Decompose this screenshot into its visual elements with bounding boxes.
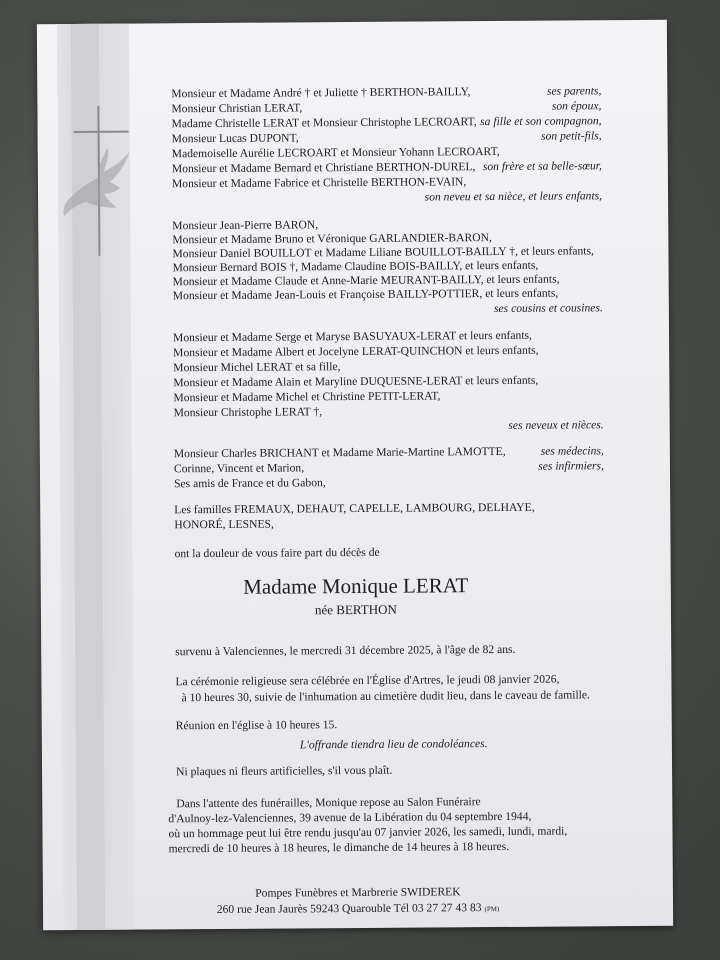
cross-icon-bar: [74, 131, 129, 133]
family-name: Corinne, Vincent et Marion,: [173, 461, 305, 476]
list-trailer: ses cousins et cousines.: [493, 301, 603, 316]
list-item: [174, 444, 604, 461]
deceased-name: Madame Monique LERAT: [243, 573, 469, 599]
list-item: Monsieur Bernard BOIS †, Madame Claudine BOIS-BAILLY, et leurs enfants,: [172, 258, 539, 275]
salon-line: d'Aulnoy-lez-Valenciennes, 39 avenue de la Libération du 04 septembre 1944,: [168, 809, 532, 826]
family-role: son époux,: [551, 99, 602, 113]
ceremony-line: La cérémonie religieuse sera célébrée en l'Église d'Artres, le jeudi 08 janvier 2026,: [175, 672, 560, 689]
list-trailer: ses neveux et nièces.: [508, 418, 604, 432]
list-item: Monsieur et Madame Michel et Christine PETIT-LERAT,: [173, 389, 441, 405]
list-item: Monsieur et Madame Albert et Jocelyne LERAT-QUINCHON et leurs enfants,: [173, 343, 539, 360]
list-item: Monsieur et Madame Serge et Maryse BASUYAUX-LERAT et leurs enfants,: [172, 328, 532, 345]
list-trailer: son neveu et sa nièce, et leurs enfants,: [424, 189, 603, 204]
family-name: Mademoiselle Aurélie LECROART et Monsieur Yohann LECROART,: [171, 144, 500, 161]
list-item: [174, 474, 604, 491]
footer-code: (PM): [484, 905, 500, 914]
maiden-name: née BERTHON: [314, 601, 397, 618]
family-name: Monsieur et Madame André † et Juliette † BERTHON-BAILLY,: [171, 85, 471, 101]
salon-line: mercredi de 10 heures à 18 heures, le dimanche de 14 heures à 18 heures.: [168, 839, 510, 856]
family-name: Monsieur Charles BRICHANT et Madame Marie-Martine LAMOTTE,: [173, 444, 506, 461]
footer-company: Pompes Funèbres et Marbrerie SWIDEREK: [255, 885, 461, 900]
list-item: Monsieur Daniel BOUILLOT et Madame Liliane BOUILLOT-BAILLY †, et leurs enfants,: [172, 244, 594, 261]
list-item: Monsieur et Madame Bruno et Véronique GARLANDIER-BARON,: [172, 231, 492, 247]
salon-line: où un hommage peut lui être rendu jusqu'au 07 janvier 2026, les samedi, lundi, mardi,: [168, 824, 568, 841]
family-name: Monsieur et Madame Bernard et Christiane BERTHON-DUREL,: [171, 160, 476, 176]
footer-address-line: [43, 900, 673, 919]
death-info: survenu à Valenciennes, le mercredi 31 décembre 2025, à l'âge de 82 ans.: [175, 642, 516, 659]
list-item: Monsieur Michel LERAT et sa fille,: [173, 360, 341, 375]
offering-note: L'offrande tiendra lieu de condoléances.: [299, 737, 488, 752]
family-role: son frère et sa belle-sœur,: [482, 159, 602, 174]
family-name: Ses amis de France et du Gabon,: [174, 476, 326, 491]
list-item: Monsieur Christophe LERAT †,: [173, 405, 323, 420]
dove-icon: [60, 142, 135, 233]
family-role: ses parents,: [546, 84, 602, 98]
reunion-info: Réunion en l'église à 10 heures 15.: [175, 718, 338, 733]
list-item: Monsieur et Madame Jean-Louis et Françoise BAILLY-POTTIER, et leurs enfants,: [172, 286, 559, 303]
family-name: Monsieur Lucas DUPONT,: [171, 131, 299, 146]
families-line: HONORÉ, LESNES,: [174, 517, 274, 532]
no-plaques-note: Ni plaques ni fleurs artificielles, s'il vous plaît.: [176, 763, 393, 779]
list-item: Monsieur Jean-Pierre BARON,: [172, 218, 319, 233]
list-item: [174, 459, 604, 476]
family-name: Madame Christelle LERAT et Monsieur Christophe LECROART,: [171, 115, 477, 131]
family-role: ses infirmiers,: [538, 459, 604, 473]
family-role: son petit-fils,: [541, 129, 602, 143]
footer-address: 260 rue Jean Jaurès 59243 Quarouble Tél 03 27 27 43 83: [216, 901, 482, 916]
list-item: Monsieur et Madame Claude et Anne-Marie MEURANT-BAILLY, et leurs enfants,: [172, 272, 560, 289]
announcement: ont la douleur de vous faire part du décès de: [174, 545, 380, 561]
salon-line: Dans l'attente des funérailles, Monique repose au Salon Funéraire: [176, 795, 481, 811]
family-role: ses médecins,: [540, 444, 604, 458]
family-name: Monsieur et Madame Fabrice et Christelle BERTHON-EVAIN,: [171, 175, 467, 191]
families-line: Les familles FREMAUX, DEHAUT, CAPELLE, LAMBOURG, DELHAYE,: [174, 500, 535, 517]
family-name: Monsieur Christian LERAT,: [171, 101, 303, 116]
list-item: Monsieur et Madame Alain et Maryline DUQUESNE-LERAT et leurs enfants,: [173, 373, 539, 390]
family-role: sa fille et son compagnon,: [480, 114, 602, 129]
ceremony-line: à 10 heures 30, suivie de l'inhumation au cimetière dudit lieu, dans le caveau de famille.: [181, 688, 590, 705]
obituary-sheet: [37, 20, 673, 930]
